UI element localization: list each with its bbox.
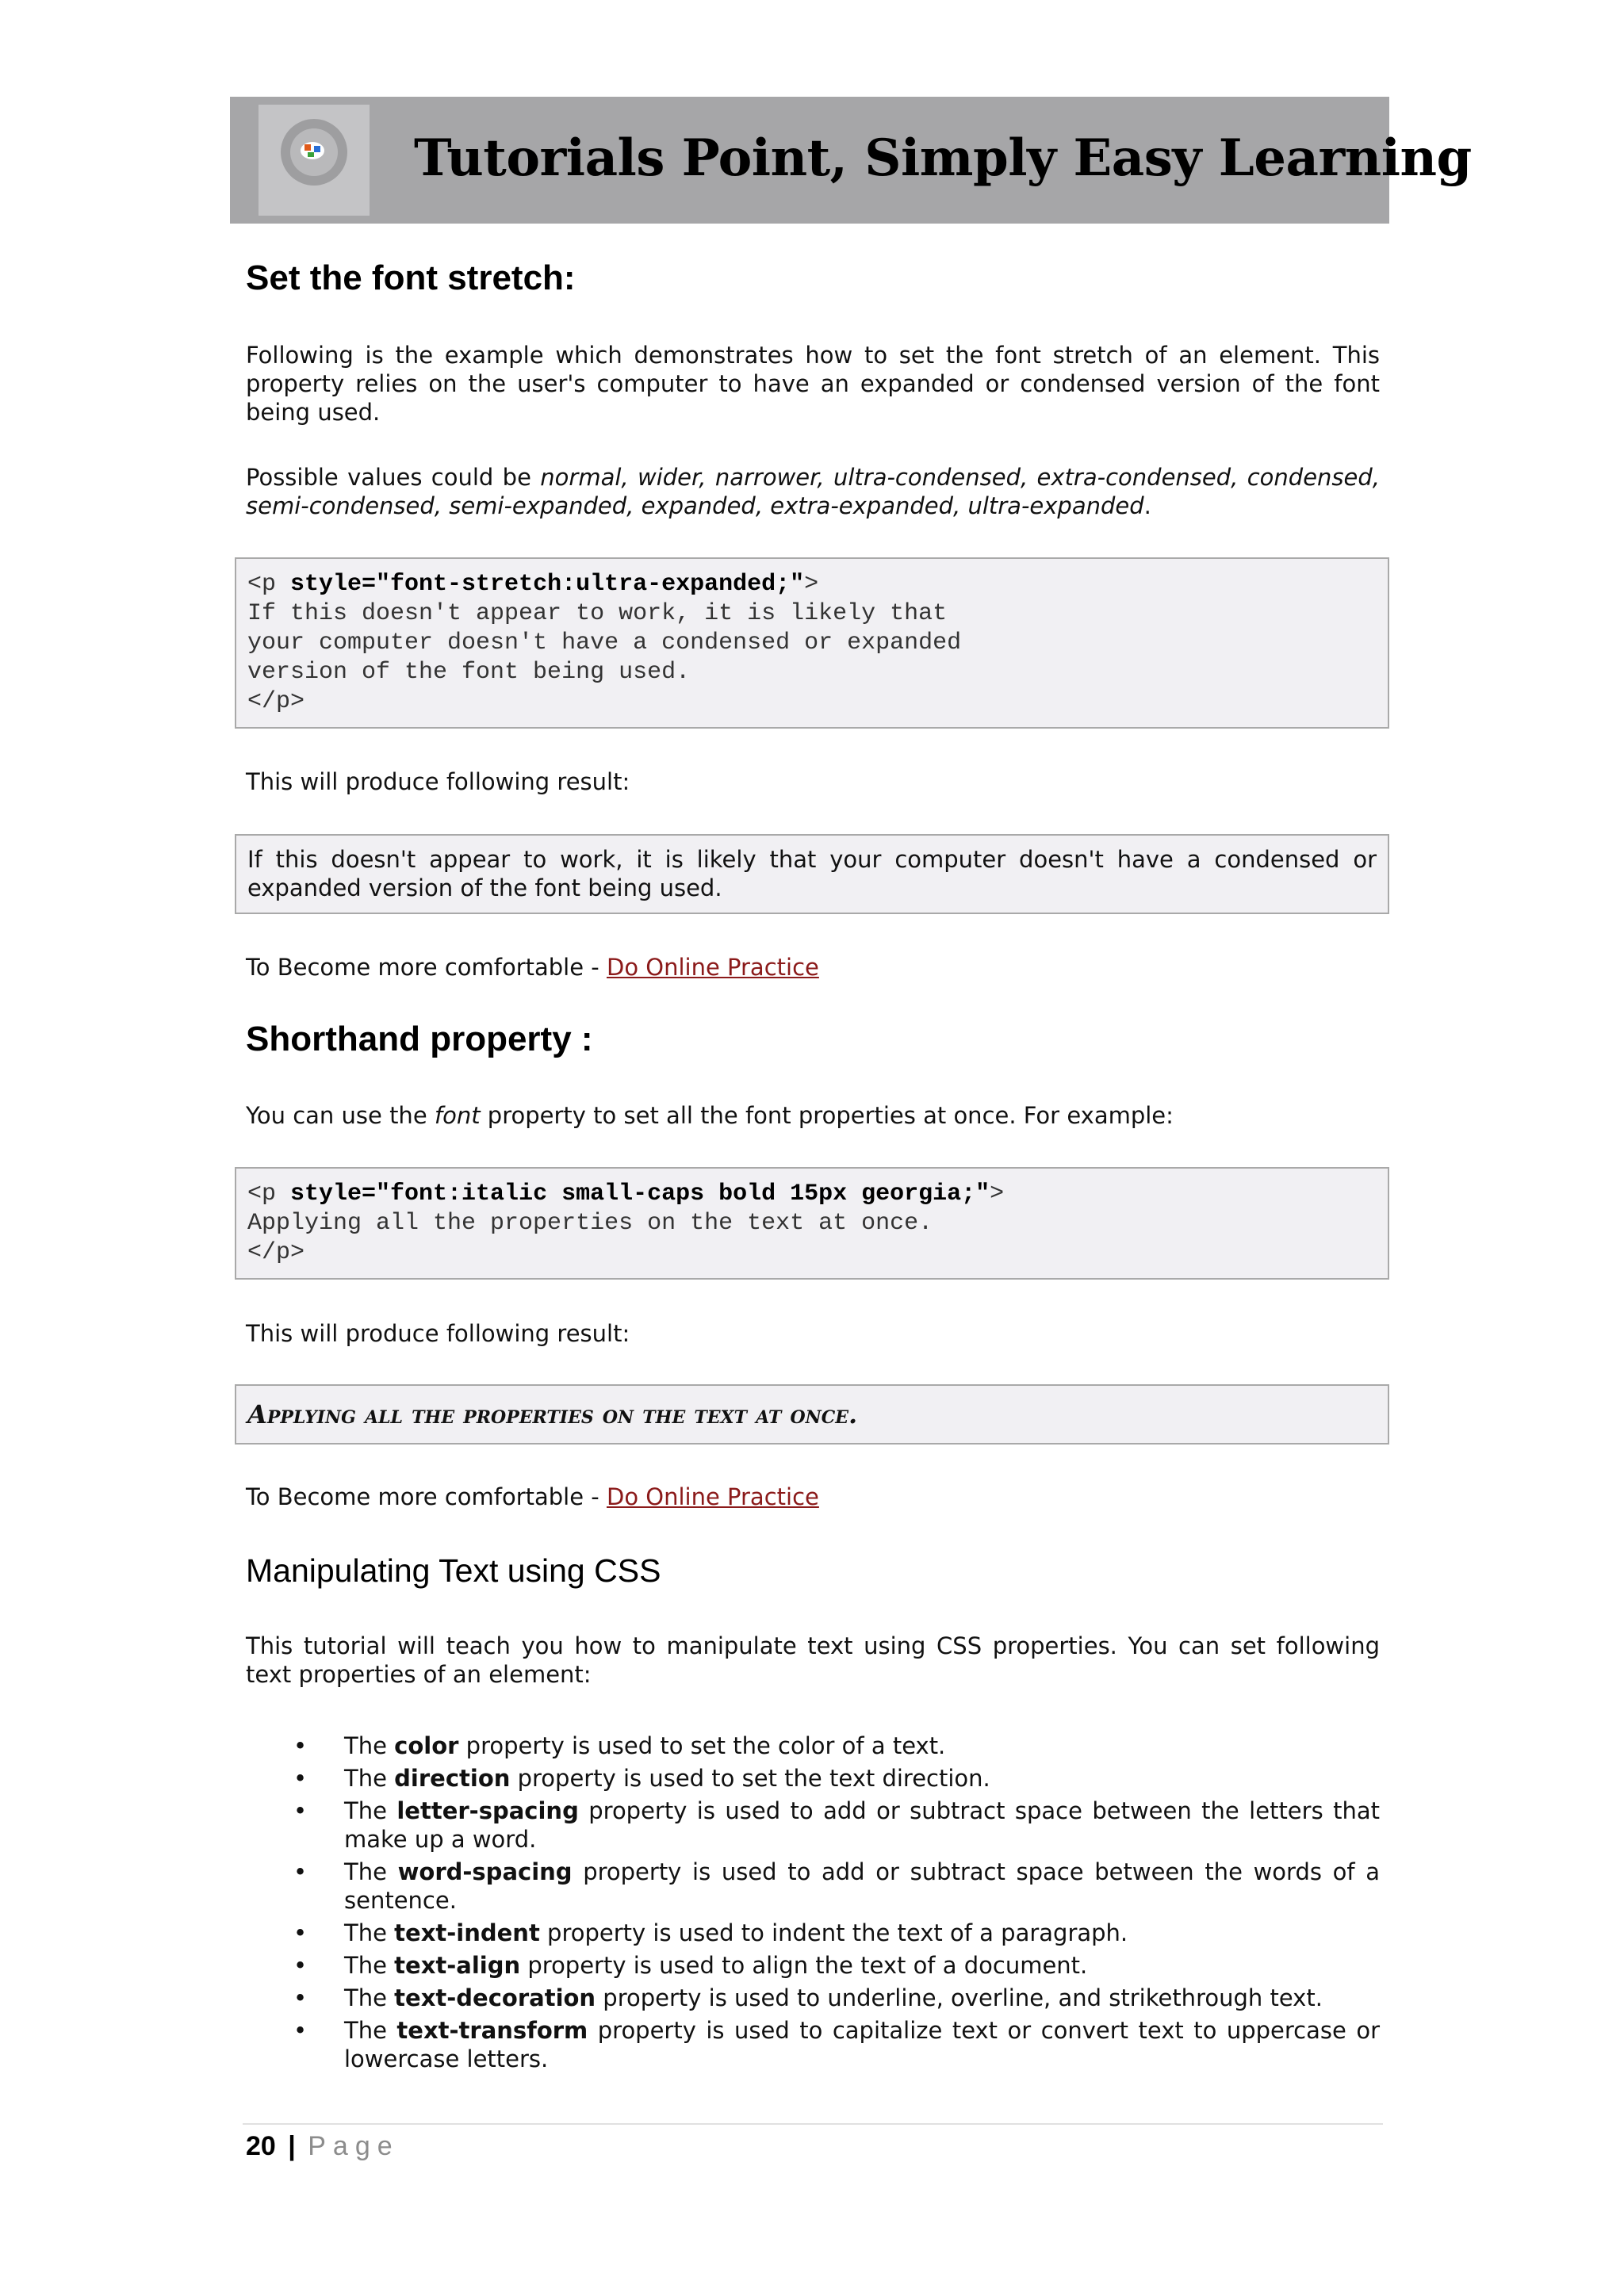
- shorthand-intro: [246, 1101, 1380, 1130]
- page-label: Page: [308, 2131, 400, 2161]
- item-prefix: The: [344, 2017, 397, 2044]
- code-tag-open: <p: [247, 1181, 291, 1207]
- manipulating-intro: This tutorial will teach you how to manipulate text using CSS properties. You can set following text properties of an element:: [246, 1632, 1380, 1688]
- practice-prefix: To Become more comfortable -: [246, 954, 607, 981]
- practice-line: [246, 1483, 1380, 1511]
- item-description: property is used to set the text direction.: [510, 1765, 990, 1792]
- property-term: text-decoration: [394, 1984, 596, 2011]
- item-prefix: The: [344, 1984, 395, 2011]
- property-term: text-align: [394, 1952, 521, 1979]
- list-item: [246, 1797, 1380, 1854]
- list-item: [246, 1858, 1380, 1915]
- result-label: This will produce following result:: [246, 768, 630, 795]
- item-prefix: The: [344, 1919, 395, 1946]
- font-stretch-intro: Following is the example which demonstrates how to set the font stretch of an element. This property relies on the user's computer to have an expanded or condensed version of the font being used.: [246, 342, 1380, 426]
- text-properties-list: [246, 1732, 1380, 2077]
- list-item: [246, 1984, 1380, 2012]
- result-label: This will produce following result:: [246, 1320, 630, 1347]
- font-stretch-values: [246, 463, 1380, 520]
- code-line: If this doesn't appear to work, it is likely that: [247, 600, 948, 627]
- list-item: [246, 1764, 1380, 1793]
- item-description: property is used to add or subtract space between the words of a sentence.: [344, 1858, 1381, 1914]
- list-item: [246, 1919, 1380, 1947]
- code-attribute: style="font-stretch:ultra-expanded;": [290, 571, 805, 598]
- code-line: your computer doesn't have a condensed or expanded: [247, 629, 962, 656]
- result-box-font-stretch: [235, 834, 1389, 914]
- code-tag-open: <p: [247, 571, 291, 598]
- bullet-icon: •: [293, 1797, 308, 1824]
- tutorialspoint-logo: [259, 105, 370, 216]
- practice-prefix: To Become more comfortable -: [246, 1483, 607, 1510]
- code-example-shorthand: [235, 1167, 1389, 1280]
- item-description: property is used to align the text of a document.: [520, 1952, 1088, 1979]
- code-line: [247, 570, 1377, 599]
- bullet-icon: •: [293, 1919, 308, 1946]
- code-tag-close: >: [804, 571, 819, 598]
- logo-graphic: [259, 105, 370, 216]
- result-box-shorthand: [235, 1384, 1389, 1445]
- footer-separator: |: [288, 2131, 296, 2161]
- code-attribute: style="font:italic small-caps bold 15px georgia;": [290, 1181, 990, 1207]
- property-term: word-spacing: [397, 1858, 573, 1885]
- code-example-font-stretch: [235, 557, 1389, 729]
- code-tag-close: >: [990, 1181, 1005, 1207]
- property-term: text-indent: [394, 1919, 540, 1946]
- values-list: normal, wider, narrower, ultra-condensed, extra-condensed, condensed, semi-condensed, semi-expanded, expanded, extra-expanded, ultra-expanded: [246, 464, 1380, 519]
- header-title: Tutorials Point, Simply Easy Learning: [414, 128, 1472, 188]
- bullet-icon: •: [293, 1952, 308, 1979]
- list-item: [246, 1951, 1380, 1980]
- code-line: </p>: [247, 688, 305, 715]
- item-description: property is used to indent the text of a paragraph.: [539, 1919, 1128, 1946]
- item-prefix: The: [344, 1765, 395, 1792]
- result-text-smallcaps: Applying all the properties on the text at once.: [247, 1399, 858, 1429]
- intro-before: You can use the: [246, 1102, 435, 1129]
- code-line: [247, 1180, 1377, 1209]
- item-description: property is used to capitalize text or convert text to uppercase or lowercase letters.: [344, 2017, 1380, 2072]
- code-line: Applying all the properties on the text at once.: [247, 1210, 933, 1237]
- page-number: 20: [246, 2131, 276, 2161]
- values-suffix: .: [1143, 492, 1151, 519]
- page-footer: [246, 2131, 400, 2162]
- code-line: </p>: [247, 1239, 305, 1266]
- item-prefix: The: [344, 1732, 395, 1759]
- item-prefix: The: [344, 1858, 398, 1885]
- section-heading-shorthand: Shorthand property :: [246, 1020, 593, 1058]
- header-banner: [230, 97, 1472, 224]
- item-description: property is used to set the color of a text.: [458, 1732, 946, 1759]
- item-description: property is used to add or subtract space between the letters that make up a word.: [344, 1797, 1380, 1853]
- do-online-practice-link[interactable]: Do Online Practice: [606, 954, 819, 981]
- bullet-icon: •: [293, 2017, 308, 2044]
- footer-divider: [243, 2123, 1383, 2125]
- bullet-icon: •: [293, 1858, 308, 1885]
- bullet-icon: •: [293, 1732, 308, 1759]
- property-term: letter-spacing: [396, 1797, 579, 1824]
- property-term: direction: [394, 1765, 511, 1792]
- item-description: property is used to underline, overline, and strikethrough text.: [596, 1984, 1323, 2011]
- bullet-icon: •: [293, 1765, 308, 1792]
- section-heading-font-stretch: Set the font stretch:: [246, 258, 576, 297]
- bullet-icon: •: [293, 1984, 308, 2011]
- intro-after: property to set all the font properties at once. For example:: [480, 1102, 1174, 1129]
- item-prefix: The: [344, 1952, 395, 1979]
- code-line: version of the font being used.: [247, 659, 691, 686]
- property-term: text-transform: [396, 2017, 588, 2044]
- section-heading-manipulating-text: Manipulating Text using CSS: [246, 1552, 661, 1589]
- list-item: [246, 2016, 1380, 2073]
- intro-em: font: [434, 1102, 481, 1129]
- list-item: [246, 1732, 1380, 1760]
- result-text: If this doesn't appear to work, it is likely that your computer doesn't have a condensed or expanded version of the font being used.: [247, 846, 1377, 901]
- do-online-practice-link[interactable]: Do Online Practice: [606, 1483, 819, 1510]
- item-prefix: The: [344, 1797, 397, 1824]
- values-prefix: Possible values could be: [246, 464, 541, 491]
- property-term: color: [394, 1732, 459, 1759]
- practice-line: [246, 953, 1380, 982]
